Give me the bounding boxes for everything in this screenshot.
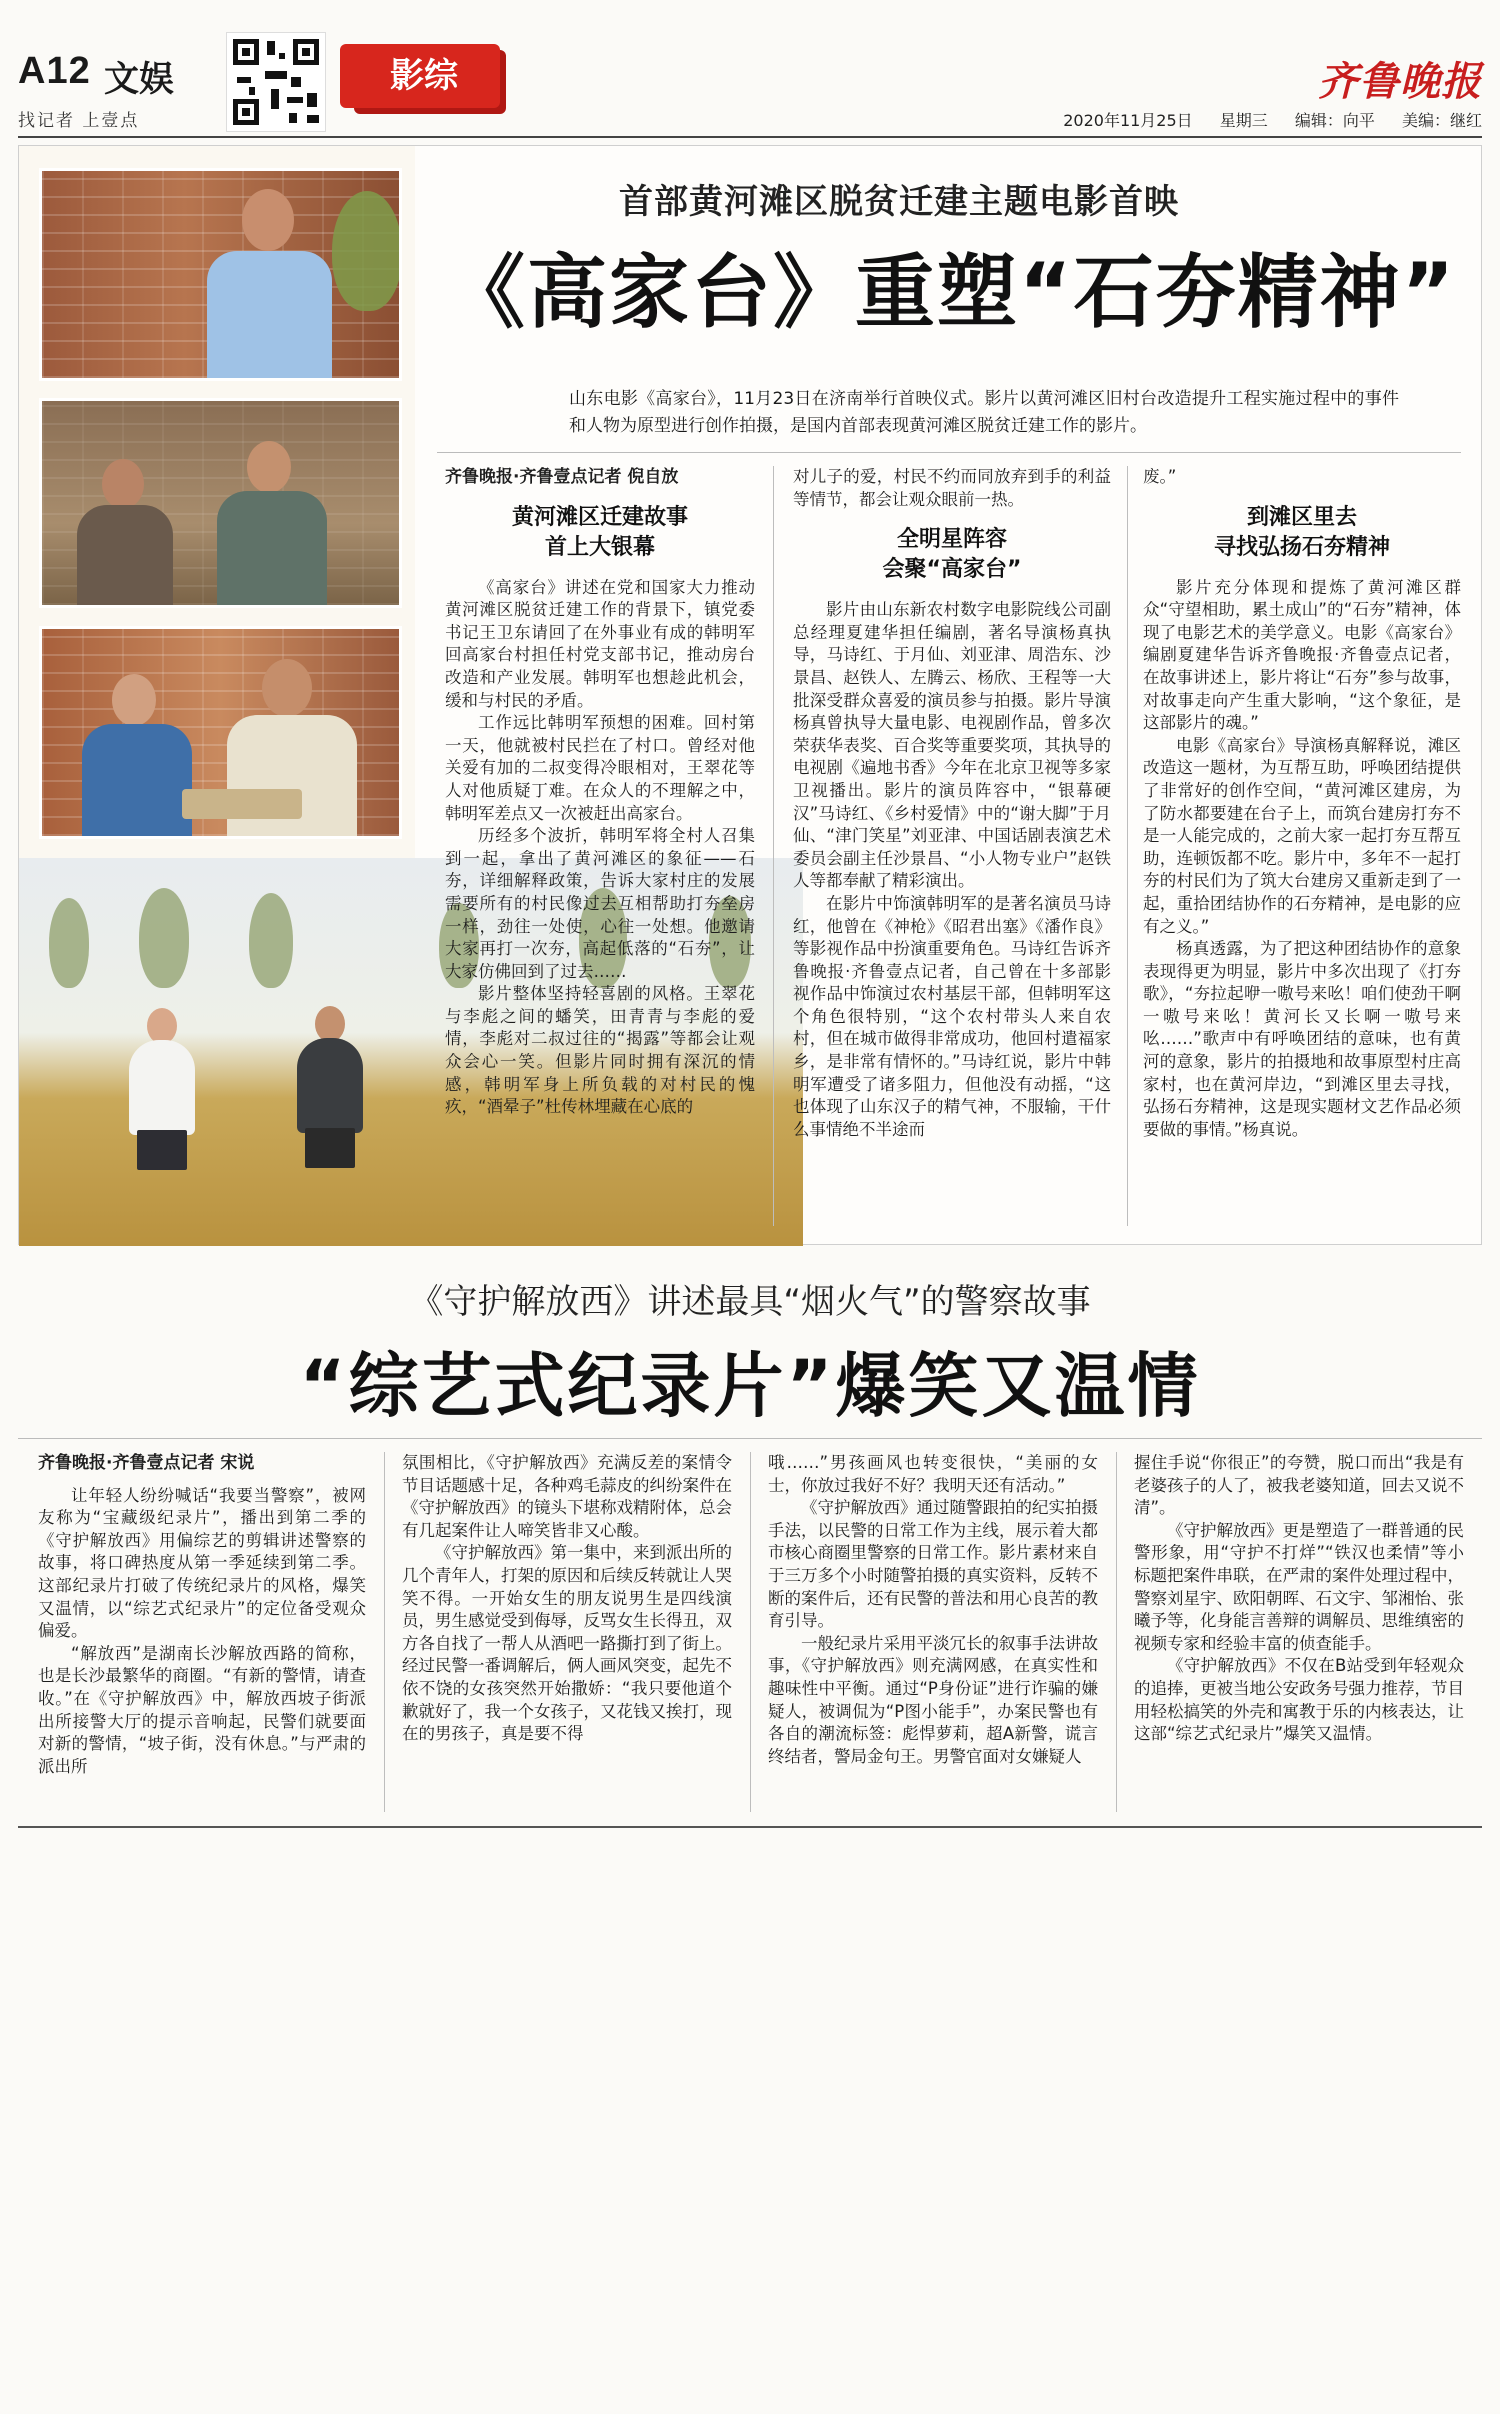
paragraph: 对儿子的爱，村民不约而同放弃到手的利益等情节，都会让观众眼前一热。 [793,467,1111,509]
article1-subhead-3: 到滩区里去 寻找弘扬石夯精神 [1213,504,1390,560]
article-gaojiatai [18,145,1482,1245]
article2-subtitle: 《守护解放西》讲述最具“烟火气”的警察故事 [409,1282,1091,1322]
paragraph: 握住手说“你很正”的夸赞，脱口而出“我是有老婆孩子的人了，被我老婆知道，回去又说不清”。 [1134,1453,1464,1518]
section-name: 文娱 [104,60,175,100]
article1-title: 《高家台》重塑“石夯精神” [445,246,1457,339]
issue-weekday: 星期三 [1219,111,1268,130]
column-divider [773,466,774,1226]
column-divider [384,1452,385,1812]
paragraph: 影片由山东新农村数字电影院线公司副总经理夏建华担任编剧，著名导演杨真执导，马诗红、于月仙、刘亚津、周浩东、沙景昌、赵铁人、左腾云、杨欣、王程等一大批深受群众喜爱的演员参与拍摄。影片导演杨真曾执导大量电影、电视剧作品，曾多次荣获华表奖、百合奖等重要奖项，其执导的电视剧《遍地书香》今年在北京卫视等多家卫视播出。影片的演员阵容中，“银幕硬汉”马诗红、《乡村爱情》中的“谢大脚”于月仙、“津门笑星”刘亚津、中国话剧表演艺术委员会副主任沙景昌、“小人物专业户”赵铁人等都奉献了精彩演出。 [793,600,1111,891]
reporter-hotline: 找记者 上壹点 [18,111,140,131]
still-photo-1 [39,168,402,381]
paragraph: 《守护解放西》更是塑造了一群普通的民警形象，用“守护不打烊”“铁汉也柔情”等小标题把案件串联，在严肃的案件处理过程中，警察刘星宇、欧阳朝晖、石文宇、邹湘怡、张曦予等，化身能言善辩的调解员、思维缜密的视频专家和经验丰富的侦查能手。 [1134,1520,1464,1653]
paragraph: 《守护解放西》第一集中，来到派出所的几个青年人，打架的原因和后续反转就让人哭笑不得。一开始女生的朋友说男生是四线演员，男生感觉受到侮辱，反骂女生长得丑，双方各自找了一帮人从酒吧一路撕打到了街上。经过民警一番调解后，俩人画风突变，起先不依不饶的女孩突然开始撒娇：“我只要他道个歉就好了，我一个女孩子，又花钱又挨打，现在的男孩子，真是要不得 [402,1543,732,1744]
still-photo-2 [39,398,402,608]
column-divider [750,1452,751,1812]
column-divider [1127,466,1128,1226]
paragraph: 哦……”男孩画风也转变很快，“美丽的女士，你放过我好不好？我明天还有活动。” [768,1453,1098,1495]
paragraph: 影片整体坚持轻喜剧的风格。王翠花与李彪之间的蟠笑，田青青与李彪的爱情，李彪对二叔过往的“揭露”等都会让观众会心一笑。但影片同时拥有深沉的情感，韩明军身上所负载的对村民的愧疚，“酒晕子”杜传林埋藏在心底的 [445,984,755,1117]
article1-column-1 [445,466,755,1119]
article2-title: “综艺式纪录片”爆笑又温情 [299,1345,1201,1427]
article2-column-1 [38,1452,366,1778]
paragraph: 《高家台》讲述在党和国家大力推动黄河滩区脱贫迁建工作的背景下，镇党委书记王卫东请回了在外事业有成的韩明军回高家台村担任村党支部书记，推动房台改造和产业发展。韩明军也想趁此机会，缓和与村民的矛盾。 [445,577,755,710]
paragraph: 影片充分体现和提炼了黄河滩区群众“守望相助，累土成山”的“石夯”精神，体现了电影艺术的美学意义。电影《高家台》编剧夏建华告诉齐鲁晚报·齐鲁壹点记者，在故事讲述上，影片将让“石夯”参与故事，对故事走向产生重大影响，“这个象征，是这部影片的魂。” [1143,577,1461,733]
column-divider [1116,1452,1117,1812]
article1-subhead-1: 黄河滩区迁建故事 首上大银幕 [511,504,688,560]
column-tag: 影综 [348,44,500,108]
page-bottom-rule [18,1826,1482,1828]
paragraph: 《守护解放西》通过随警跟拍的纪实拍摄手法，以民警的日常工作为主线，展示着大都市核心商圈里警察的日常工作。影片素材来自于三万多个小时随警拍摄的真实资料，反转不断的案件后，还有民警的普法和用心良苦的教育引导。 [768,1498,1098,1631]
paragraph: 在影片中饰演韩明军的是著名演员马诗红，他曾在《神枪》《昭君出塞》《潘作良》等影视作品中扮演重要角色。马诗红告诉齐鲁晚报·齐鲁壹点记者，自己曾在十多部影视作品中饰演过农村基层干部，但韩明军这个角色很特别，“这个农村带头人来自农村，但在城市做得非常成功，他回村遣福家乡，是非常有情怀的。”马诗红说，影片中韩明军遭受了诸多阻力，但他没有动摇，“这也体现了山东汉子的精气神，不服输，干什么事情绝不半途而 [793,893,1111,1139]
article2-byline: 齐鲁晚报·齐鲁壹点记者 宋说 [38,1453,255,1473]
paragraph: 让年轻人纷纷喊话“我要当警察”，被网友称为“宝藏级纪录片”，播出到第二季的《守护解放西》用偏综艺的剪辑讲述警察的故事，将口碑热度从第一季延续到第二季。这部纪录片打破了传统纪录片的风格，爆笑又温情，以“综艺式纪录片”的定位备受观众偏爱。 [38,1485,366,1641]
paragraph: 废。” [1143,467,1177,486]
issue-editor: 编辑：向平 [1294,111,1375,130]
page-header [18,32,1482,132]
issue-meta [1041,108,1482,131]
paragraph: 历经多个波折，韩明军将全村人召集到一起，拿出了黄河滩区的象征——石夯，详细解释政策，告诉大家村庄的发展需要所有的村民像过去互相帮助打夯垒房一样，劲往一处使，心往一处想。他邀请大家再打一次夯，高起低落的“石夯”，让大家仿佛回到了过去…… [445,826,755,981]
article1-column-2 [793,466,1111,1141]
article2-column-2 [402,1452,732,1746]
paragraph: 杨真透露，为了把这种团结协作的意象表现得更为明显，影片中多次出现了《打夯歌》，“夯拉起咿一嗷号来吆！咱们使劲干啊一嗷号来吆！黄河长又长啊一嗷号来吆……”歌声中有呼唤团结的意味，也有黄河的意象，影片的拍摄地和故事原型村庄高家村，也在黄河岸边，“到滩区里去寻找，弘扬石夯精神，这是现实题材文艺作品必须要做的事情。”杨真说。 [1143,939,1461,1139]
newspaper-logo: 齐鲁晚报 [1318,58,1482,105]
qr-code-icon[interactable] [226,32,326,132]
still-photo-3 [39,626,402,839]
article1-column-3 [1143,466,1461,1141]
paragraph: 电影《高家台》导演杨真解释说，滩区改造这一题材，为互帮互助，呼唤团结提供了非常好的创作空间，“黄河滩区建房，为了防水都要建在台子上，而筑台建房打夯不是一人能完成的，之前大家一起打夯互帮互助，连顿饭都不吃。影片中，多年不一起打夯的村民们为了筑大台建房又重新走到了一起，重拾团结协作的石夯精神，是电影的应有之义。” [1143,735,1461,936]
article2-column-4 [1134,1452,1464,1746]
page-number: A12 [18,50,91,92]
paragraph: 工作远比韩明军预想的困难。回村第一天，他就被村民拦在了村口。曾经对他关爱有加的二叔变得冷眼相对，王翠花等人对他质疑丁难。在众人的不理解之中，韩明军差点又一次被赶出高家台。 [445,713,755,823]
paragraph: “解放西”是湖南长沙解放西路的简称，也是长沙最繁华的商圈。“有新的警情，请查收。”在《守护解放西》中，解放西坡子街派出所接警大厅的提示音响起，民警们就要面对新的警情，“坡子街，没有休息。”与严肃的派出所 [38,1643,366,1776]
paragraph: 氛围相比，《守护解放西》充满反差的案情令节目话题感十足，各种鸡毛蒜皮的纠纷案件在《守护解放西》的镜头下堪称戏精附体，总会有几起案件让人啼笑皆非又心酸。 [402,1453,732,1540]
article1-subhead-2: 全明星阵容 会聚“高家台” [882,527,1022,583]
article1-lead: 山东电影《高家台》，11月23日在济南举行首映仪式。影片以黄河滩区旧村台改造提升工程实施过程中的事件和人物为原型进行创作拍摄，是国内首部表现黄河滩区脱贫迁建工作的影片。 [569,389,1399,436]
header-divider [18,136,1482,138]
paragraph: 《守护解放西》不仅在B站受到年轻观众的追捧，更被当地公安政务号强力推荐，节目用轻松搞笑的外壳和寓教于乐的内核表达，让这部“综艺式纪录片”爆笑又温情。 [1134,1656,1464,1744]
issue-designer: 美编：继红 [1401,111,1482,130]
article1-subtitle: 首部黄河滩区脱贫迁建主题电影首映 [619,182,1179,222]
lead-divider [437,452,1461,453]
article2-column-3 [768,1452,1098,1768]
article1-byline: 齐鲁晚报·齐鲁壹点记者 倪自放 [445,467,679,487]
paragraph: 一般纪录片采用平淡冗长的叙事手法讲故事，《守护解放西》则充满网感，在真实性和趣味性中平衡。通过“P身份证”进行诈骗的嫌疑人，被调侃为“P图小能手”，办案民警也有各自的潮流标签：彪悍萝莉，超A新警，谎言终结者，警局金句王。男警官面对女嫌疑人 [768,1633,1098,1766]
title-divider [18,1438,1482,1439]
issue-date: 2020年11月25日 [1063,111,1193,130]
